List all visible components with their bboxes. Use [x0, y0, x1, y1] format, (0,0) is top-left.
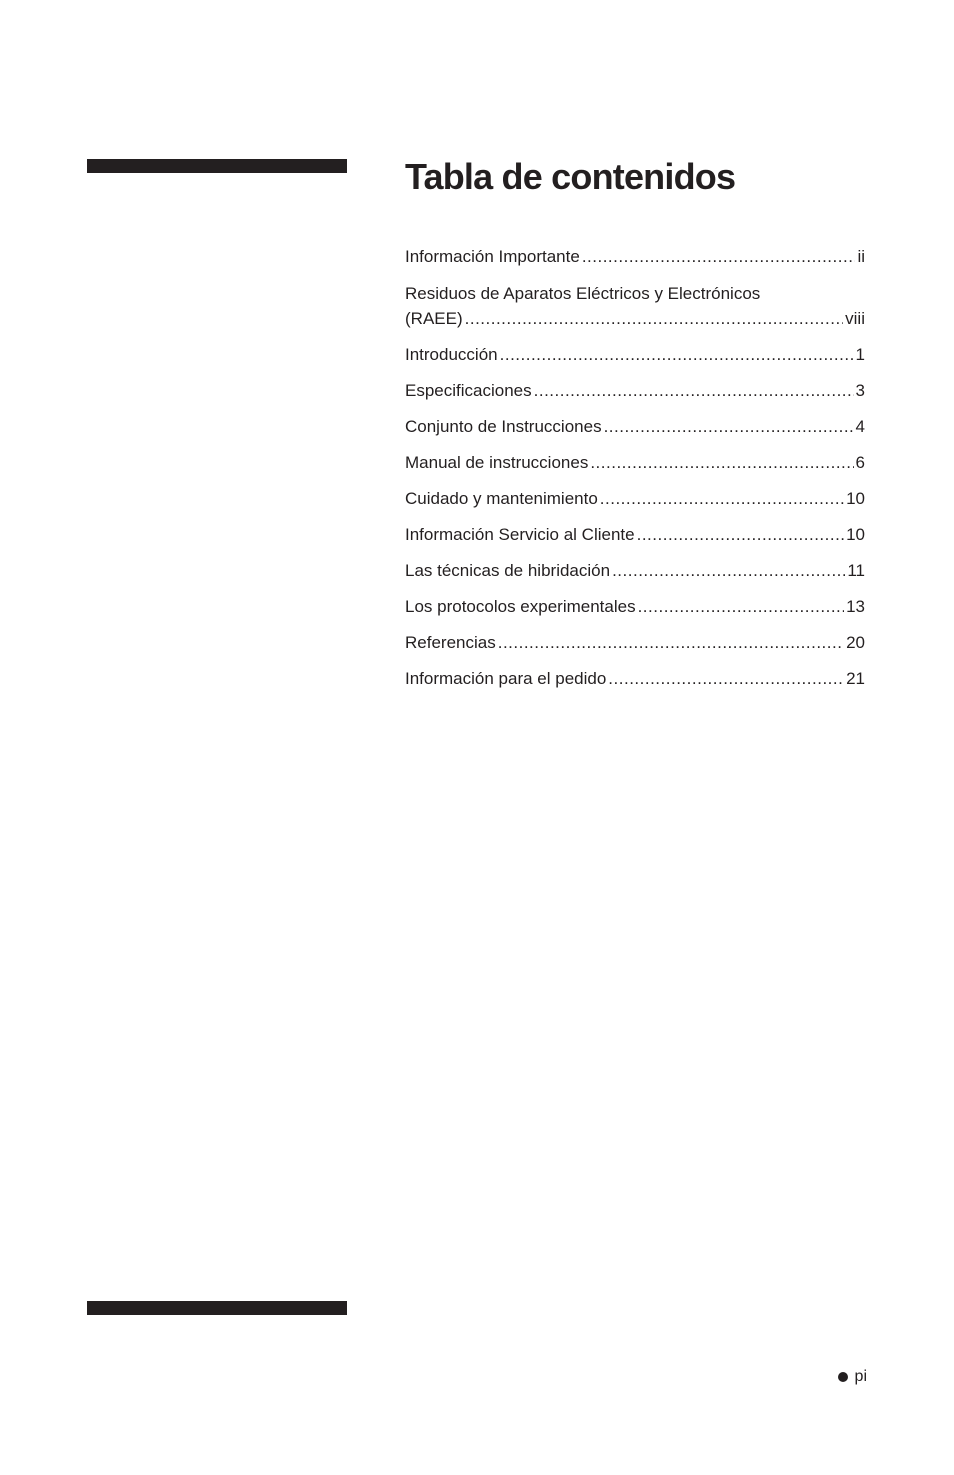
top-decorative-rule — [87, 159, 347, 173]
toc-entry-tecnicas-de-hibridacion[interactable] — [405, 559, 865, 583]
toc-entry-page: 10 — [846, 489, 865, 508]
toc-entry-manual-de-instrucciones[interactable] — [405, 451, 865, 475]
toc-entry-informacion-pedido[interactable] — [405, 667, 865, 691]
toc-entry-label: Los protocolos experimentales — [405, 597, 636, 616]
toc-entry-informacion-importante[interactable] — [405, 245, 865, 269]
dot-leader — [500, 343, 854, 367]
bottom-decorative-rule — [87, 1301, 347, 1315]
toc-entry-label: Información Servicio al Cliente — [405, 525, 635, 544]
table-of-contents — [405, 245, 865, 703]
toc-entry-conjunto-de-instrucciones[interactable] — [405, 415, 865, 439]
toc-entry-page: 3 — [855, 381, 865, 400]
toc-entry-cuidado-y-mantenimiento[interactable] — [405, 487, 865, 511]
toc-entry-page: 4 — [855, 417, 865, 436]
dot-leader — [608, 667, 844, 691]
bullet-icon — [838, 1372, 848, 1382]
dot-leader — [612, 559, 845, 583]
toc-entry-page: 21 — [846, 669, 865, 688]
page-footer — [838, 1366, 867, 1388]
toc-entry-page: viii — [845, 309, 865, 328]
dot-leader — [498, 631, 844, 655]
toc-entry-label: Cuidado y mantenimiento — [405, 489, 598, 508]
toc-entry-introduccion[interactable] — [405, 343, 865, 367]
dot-leader — [590, 451, 853, 475]
toc-entry-especificaciones[interactable] — [405, 379, 865, 403]
toc-entry-protocolos-experimentales[interactable] — [405, 595, 865, 619]
toc-entry-referencias[interactable] — [405, 631, 865, 655]
dot-leader — [600, 487, 844, 511]
toc-entry-page: 1 — [855, 345, 865, 364]
toc-entry-label: (RAEE) — [405, 309, 463, 328]
toc-entry-label: Conjunto de Instrucciones — [405, 417, 602, 436]
page-title: Tabla de contenidos — [405, 156, 736, 197]
toc-entry-label: Introducción — [405, 345, 498, 364]
toc-entry-label: Información para el pedido — [405, 669, 607, 688]
toc-entry-page: 11 — [847, 561, 865, 580]
dot-leader — [582, 245, 856, 269]
toc-entry-page: ii — [857, 247, 865, 266]
toc-entry-servicio-al-cliente[interactable] — [405, 523, 865, 547]
toc-entry-page: 10 — [846, 525, 865, 544]
page-number: pi — [854, 1368, 867, 1385]
dot-leader — [604, 415, 854, 439]
dot-leader — [534, 379, 854, 403]
toc-entry-label: Manual de instrucciones — [405, 453, 589, 472]
dot-leader — [465, 307, 844, 331]
toc-entry-page: 6 — [855, 453, 865, 472]
dot-leader — [638, 595, 845, 619]
toc-entry-raee[interactable] — [405, 281, 865, 331]
toc-entry-label: Especificaciones — [405, 381, 532, 400]
toc-entry-label: Las técnicas de hibridación — [405, 561, 611, 580]
toc-entry-page: 20 — [846, 633, 865, 652]
toc-entry-page: 13 — [846, 597, 865, 616]
toc-entry-label-line1: Residuos de Aparatos Eléctricos y Electrónicos — [405, 284, 761, 303]
dot-leader — [637, 523, 844, 547]
toc-entry-label: Referencias — [405, 633, 496, 652]
toc-entry-label: Información Importante — [405, 247, 580, 266]
